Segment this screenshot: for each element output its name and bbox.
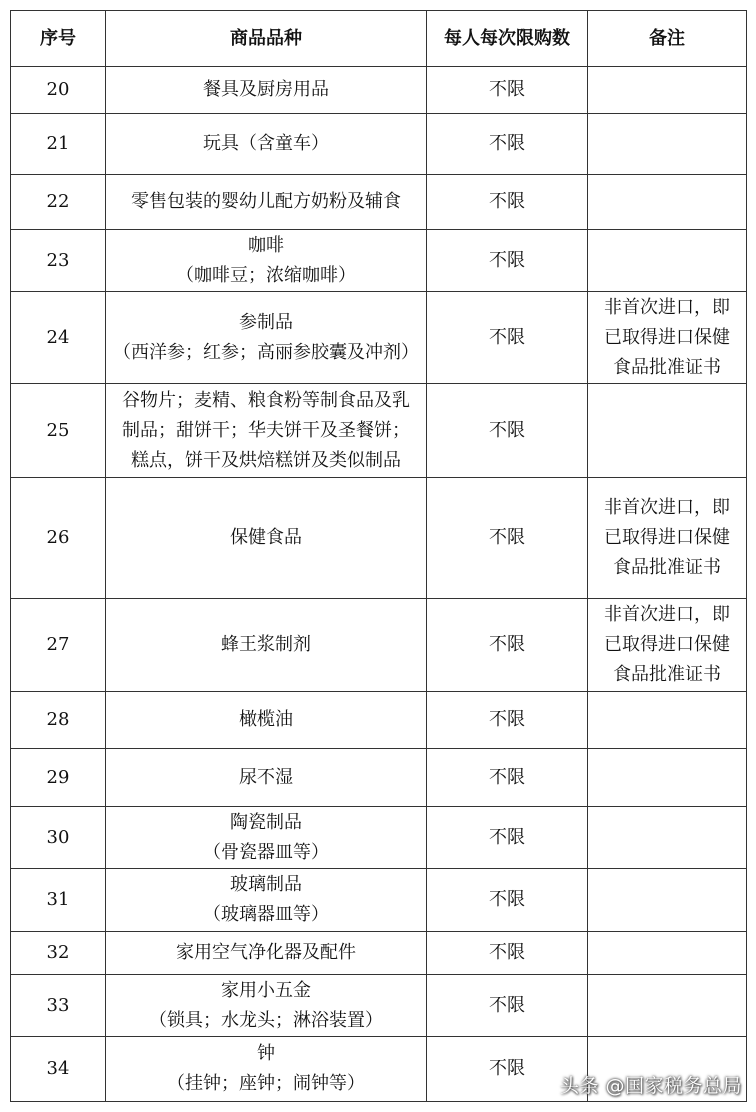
- note-line: 食品批准证书: [613, 356, 721, 378]
- product-line: （咖啡豆；浓缩咖啡）: [176, 264, 356, 286]
- table-row: [11, 599, 747, 692]
- table-body: [11, 67, 747, 1102]
- note-line: 非首次进口，即: [604, 604, 730, 625]
- row-note: [588, 384, 747, 478]
- row-note: [588, 599, 747, 692]
- row-product: [106, 230, 427, 292]
- header-note: 备注: [588, 11, 747, 67]
- row-note: [588, 230, 747, 292]
- row-note: [588, 114, 747, 175]
- row-note: [588, 175, 747, 230]
- product-line: 家用小五金: [221, 979, 311, 1001]
- product-line: 尿不湿: [239, 766, 293, 788]
- table-row: [11, 749, 747, 807]
- row-limit: 不限: [427, 975, 588, 1037]
- row-product: [106, 292, 427, 384]
- product-line: 橄榄油: [239, 709, 293, 730]
- row-note: [588, 692, 747, 749]
- row-product: [106, 807, 427, 869]
- product-line: （西洋参；红参；高丽参胶囊及冲剂）: [113, 341, 419, 363]
- row-product: [106, 114, 427, 175]
- row-limit: 不限: [427, 869, 588, 932]
- table-row: [11, 932, 747, 975]
- table-row: [11, 975, 747, 1037]
- product-line: 参制品: [239, 311, 293, 333]
- product-limit-table: [10, 10, 747, 1102]
- row-seq: 26: [11, 478, 106, 599]
- product-line: 谷物片；麦精、粮食粉等制食品及乳: [122, 389, 410, 411]
- row-limit: 不限: [427, 292, 588, 384]
- row-note: [588, 932, 747, 975]
- table-row: [11, 292, 747, 384]
- row-note: [588, 975, 747, 1037]
- row-seq: 22: [11, 175, 106, 230]
- product-line: 家用空气净化器及配件: [176, 942, 356, 963]
- table-row: [11, 869, 747, 932]
- note-line: 非首次进口，即: [604, 497, 730, 518]
- product-line: 玩具（含童车）: [203, 133, 329, 154]
- row-product: [106, 175, 427, 230]
- header-product: 商品品种: [106, 11, 427, 67]
- row-note: [588, 67, 747, 114]
- note-line: 已取得进口保健: [604, 527, 730, 548]
- row-limit: 不限: [427, 384, 588, 478]
- row-product: [106, 1037, 427, 1102]
- row-limit: 不限: [427, 749, 588, 807]
- row-product: [106, 67, 427, 114]
- row-product: [106, 932, 427, 975]
- product-line: 咖啡: [248, 234, 284, 256]
- row-seq: 24: [11, 292, 106, 384]
- row-product: [106, 869, 427, 932]
- row-seq: 23: [11, 230, 106, 292]
- row-seq: 28: [11, 692, 106, 749]
- note-line: 食品批准证书: [613, 557, 721, 578]
- table-header-row: [11, 11, 747, 67]
- table-row: [11, 230, 747, 292]
- note-line: 已取得进口保健: [604, 326, 730, 348]
- row-note: [588, 807, 747, 869]
- row-seq: 27: [11, 599, 106, 692]
- product-line: 制品；甜饼干；华夫饼干及圣餐饼；: [122, 419, 410, 441]
- product-line: 陶瓷制品: [230, 811, 302, 833]
- header-seq: 序号: [11, 11, 106, 67]
- product-line: 蜂王浆制剂: [221, 634, 311, 655]
- row-seq: 30: [11, 807, 106, 869]
- row-product: [106, 384, 427, 478]
- table-row: [11, 67, 747, 114]
- row-limit: 不限: [427, 599, 588, 692]
- row-seq: 20: [11, 67, 106, 114]
- row-seq: 33: [11, 975, 106, 1037]
- product-line: 保健食品: [230, 527, 302, 548]
- row-limit: 不限: [427, 932, 588, 975]
- source-watermark: 头条 @国家税务总局: [559, 1075, 742, 1097]
- row-seq: 21: [11, 114, 106, 175]
- product-line: 餐具及厨房用品: [203, 79, 329, 100]
- note-line: 非首次进口，即: [604, 296, 730, 318]
- product-line: 零售包装的婴幼儿配方奶粉及辅食: [131, 191, 401, 212]
- header-limit: 每人每次限购数: [427, 11, 588, 67]
- product-line: （骨瓷器皿等）: [203, 841, 329, 863]
- row-product: [106, 478, 427, 599]
- row-seq: 34: [11, 1037, 106, 1102]
- row-note: [588, 478, 747, 599]
- row-limit: 不限: [427, 230, 588, 292]
- product-line: 糕点，饼干及烘焙糕饼及类似制品: [131, 449, 401, 471]
- product-line: 玻璃制品: [230, 874, 302, 895]
- product-line: （挂钟；座钟；闹钟等）: [167, 1073, 365, 1094]
- row-product: [106, 599, 427, 692]
- row-limit: 不限: [427, 807, 588, 869]
- row-note: [588, 292, 747, 384]
- row-seq: 32: [11, 932, 106, 975]
- row-seq: 31: [11, 869, 106, 932]
- table-row: [11, 807, 747, 869]
- product-line: （玻璃器皿等）: [203, 904, 329, 925]
- row-limit: 不限: [427, 114, 588, 175]
- note-line: 食品批准证书: [613, 664, 721, 685]
- row-seq: 29: [11, 749, 106, 807]
- row-seq: 25: [11, 384, 106, 478]
- row-product: [106, 975, 427, 1037]
- row-limit: 不限: [427, 175, 588, 230]
- table-row: [11, 692, 747, 749]
- row-limit: 不限: [427, 1037, 588, 1102]
- row-note: [588, 749, 747, 807]
- table-row: [11, 175, 747, 230]
- row-note: [588, 869, 747, 932]
- note-line: 已取得进口保健: [604, 634, 730, 655]
- row-limit: 不限: [427, 692, 588, 749]
- table-row: [11, 114, 747, 175]
- row-limit: 不限: [427, 478, 588, 599]
- row-product: [106, 692, 427, 749]
- product-line: 钟: [257, 1043, 275, 1064]
- table-row: [11, 384, 747, 478]
- product-line: （锁具；水龙头；淋浴装置）: [149, 1009, 383, 1031]
- row-limit: 不限: [427, 67, 588, 114]
- table-row: [11, 478, 747, 599]
- row-product: [106, 749, 427, 807]
